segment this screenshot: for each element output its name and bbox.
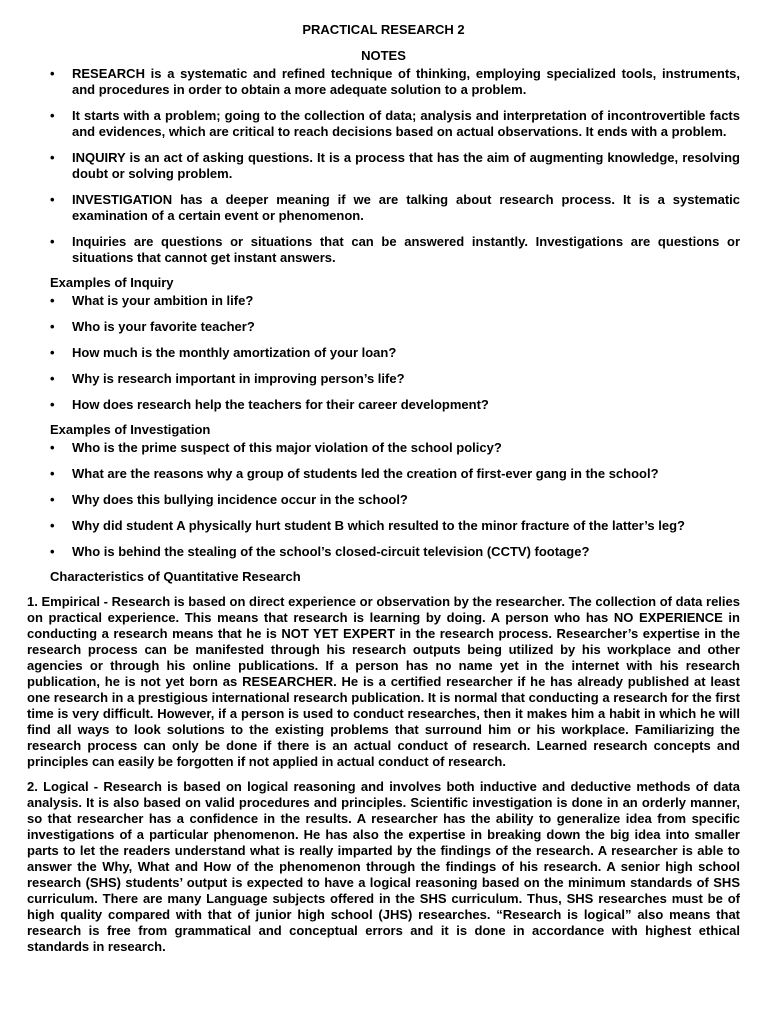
note-item: • INQUIRY is an act of asking questions. It is a process that has the aim of augmenting knowledge, resolving doubt or solving problem. <box>72 150 740 182</box>
inquiry-item: • What is your ambition in life? <box>72 293 740 309</box>
note-item: • Inquiries are questions or situations that can be answered instantly. Investigations are questions or situations that cannot get instant answers. <box>72 234 740 266</box>
investigation-list <box>27 440 740 560</box>
logical-paragraph: 2. Logical - Research is based on logical reasoning and involves both inductive and deductive methods of data analysis. It is also based on valid procedures and principles. Scientific investigation is done in an orderly manner, so that researcher has a confidence in the results. A researcher has the ability to generalize idea from specific investigations of a particular phenomenon. He has also the expertise in breaking down the big idea into smaller parts to let the readers understand what is really imparted by the findings of the research. A researcher is able to answer the Why, What and How of the phenomenon through the findings of his research. A senior high school research (SHS) students’ output is expected to have a logical reasoning based on the minimum standards of SHS curriculum. There are many Language subjects offered in the SHS curriculum. Thus, SHS researches must be of high quality compared with that of junior high school (JHS) researches. “Research is logical” also means that research is free from grammatical and conceptual errors and it is done in accordance with highest ethical standards in research. <box>27 779 740 954</box>
inquiry-item: • Why is research important in improving person’s life? <box>72 371 740 387</box>
characteristics-heading: Characteristics of Quantitative Research <box>50 569 301 584</box>
inquiry-heading: Examples of Inquiry <box>50 275 174 290</box>
inquiry-item: • Who is your favorite teacher? <box>72 319 740 335</box>
note-item: • RESEARCH is a systematic and refined technique of thinking, employing specialized tools, instruments, and procedures in order to obtain a more adequate solution to a problem. <box>72 66 740 98</box>
investigation-item: • Who is the prime suspect of this major violation of the school policy? <box>72 440 740 456</box>
note-item: • INVESTIGATION has a deeper meaning if we are talking about research process. It is a systematic examination of a certain event or phenomenon. <box>72 192 740 224</box>
investigation-item: • Why does this bullying incidence occur in the school? <box>72 492 740 508</box>
investigation-item: • Who is behind the stealing of the school’s closed-circuit television (CCTV) footage? <box>72 544 740 560</box>
inquiry-item: • How much is the monthly amortization of your loan? <box>72 345 740 361</box>
inquiry-list <box>27 293 740 413</box>
inquiry-item: • How does research help the teachers for their career development? <box>72 397 740 413</box>
note-item: • It starts with a problem; going to the collection of data; analysis and interpretation of incontrovertible facts and evidences, which are critical to reach decisions based on actual observations. It ends with a problem. <box>72 108 740 140</box>
notes-list <box>27 66 740 266</box>
investigation-item: • Why did student A physically hurt student B which resulted to the minor fracture of the latter’s leg? <box>72 518 740 534</box>
document-title: PRACTICAL RESEARCH 2 <box>302 22 465 37</box>
investigation-item: • What are the reasons why a group of students led the creation of first-ever gang in the school? <box>72 466 740 482</box>
document-subtitle: NOTES <box>361 48 406 63</box>
investigation-heading: Examples of Investigation <box>50 422 211 437</box>
empirical-paragraph: 1. Empirical - Research is based on direct experience or observation by the researcher. The collection of data relies on practical experience. This means that research is learning by doing. A person who has NO EXPERIENCE in conducting a research means that he is NOT YET EXPERT in the research process. Researcher’s expertise in the research process can be manifested through his research outputs being utilized by his workplace and other agencies or through his online publications. If a person has no name yet in the internet with his research publication, he is not yet born as RESEARCHER. He is a certified researcher if he has already published at least one research in a prestigious international research publication. It is normal that conducting a research for the first time is very difficult. However, if a person is used to conduct researches, then it makes him a habit in which he will find all ways to look solutions to the existing problems that surround him or his workplace. Familiarizing the research process can only be done if there is an actual conduct of research. Learned research concepts and principles can easily be forgotten if not applied in actual conduct of research. <box>27 594 740 769</box>
